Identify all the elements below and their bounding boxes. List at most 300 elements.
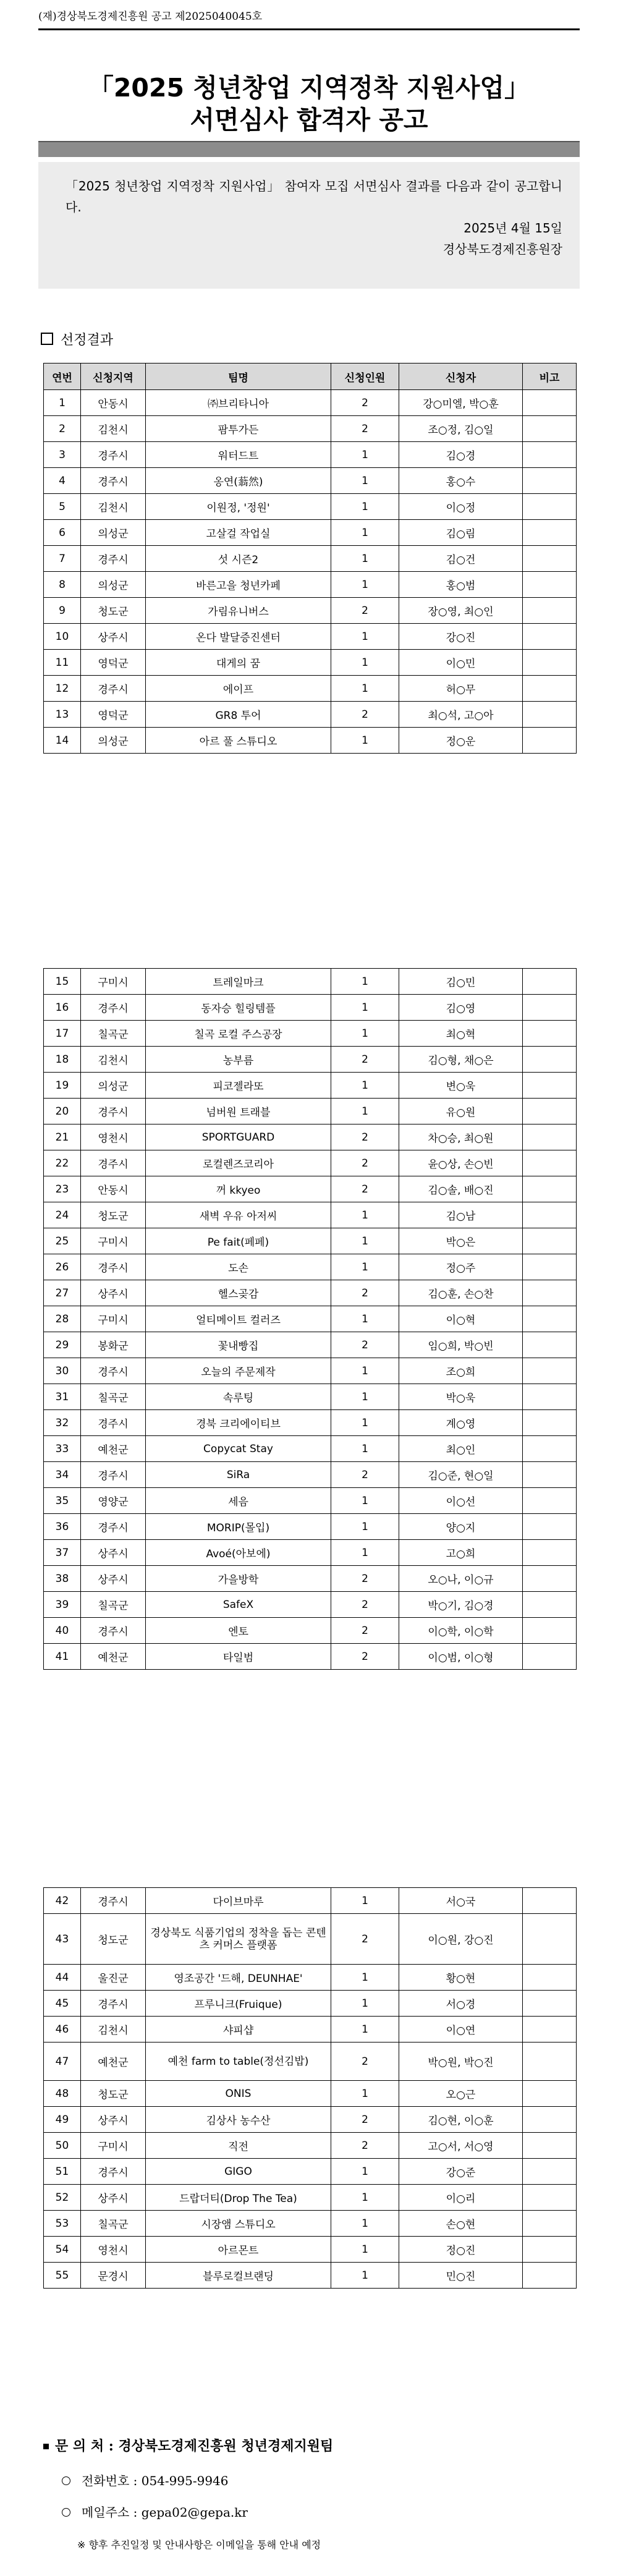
table-row [44, 2107, 577, 2133]
table-row [44, 969, 577, 995]
table-row [44, 1099, 577, 1124]
table-row [44, 2185, 577, 2211]
table-row [44, 1436, 577, 1462]
table-row [44, 1280, 577, 1306]
header-remarks: 비고 [523, 363, 577, 390]
row-number-cell: 12 [44, 676, 81, 702]
row-number-cell: 4 [44, 468, 81, 494]
table-row [44, 1176, 577, 1202]
remarks-cell [523, 416, 577, 442]
team-name-cell: 영조공간 '드해, DEUNHAE' [146, 1965, 331, 1991]
region-cell: 구미시 [81, 1228, 146, 1254]
applicants-cell: 이○민 [399, 650, 523, 676]
headcount-cell: 1 [331, 1306, 399, 1332]
headcount-cell: 1 [331, 728, 399, 754]
remarks-cell [523, 1991, 577, 2017]
row-number-cell: 31 [44, 1384, 81, 1410]
headcount-cell: 1 [331, 1514, 399, 1540]
applicants-cell: 김○남 [399, 1202, 523, 1228]
applicants-cell: 변○욱 [399, 1073, 523, 1099]
row-number-cell: 22 [44, 1150, 81, 1176]
table-row [44, 1073, 577, 1099]
page-title-line2: 서면심사 합격자 공고 [190, 105, 428, 135]
team-name-cell: 이원정, '정원' [146, 494, 331, 520]
contact-phone-line [62, 2471, 229, 2489]
headcount-cell: 1 [331, 2081, 399, 2107]
table-row [44, 650, 577, 676]
row-number-cell: 5 [44, 494, 81, 520]
remarks-cell [523, 2211, 577, 2237]
headcount-cell: 2 [331, 2107, 399, 2133]
applicants-cell: 고○희 [399, 1540, 523, 1566]
headcount-cell: 2 [331, 1462, 399, 1488]
headcount-cell: 1 [331, 2211, 399, 2237]
row-number-cell: 15 [44, 969, 81, 995]
table-row [44, 2043, 577, 2081]
row-number-cell: 21 [44, 1124, 81, 1150]
applicants-cell: 허○무 [399, 676, 523, 702]
region-cell: 칠곡군 [81, 1592, 146, 1618]
headcount-cell: 1 [331, 1202, 399, 1228]
region-cell: 예천군 [81, 2043, 146, 2081]
title-underline-bar [38, 141, 580, 157]
region-cell: 상주시 [81, 2185, 146, 2211]
team-name-cell: 바른고을 청년카페 [146, 572, 331, 598]
team-name-cell: 드랍더티(Drop The Tea) [146, 2185, 331, 2211]
row-number-cell: 32 [44, 1410, 81, 1436]
team-name-cell: Pe fait(페페) [146, 1228, 331, 1254]
team-name-cell: 칠곡 로컬 주스공장 [146, 1021, 331, 1047]
team-name-cell: 김상사 농수산 [146, 2107, 331, 2133]
header-region: 신청지역 [81, 363, 146, 390]
remarks-cell [523, 442, 577, 468]
applicants-cell: 장○영, 최○인 [399, 598, 523, 624]
headcount-cell: 2 [331, 1566, 399, 1592]
region-cell: 김천시 [81, 416, 146, 442]
table-row [44, 2159, 577, 2185]
remarks-cell [523, 1540, 577, 1566]
remarks-cell [523, 1462, 577, 1488]
team-name-cell: 가을방학 [146, 1566, 331, 1592]
region-cell: 영양군 [81, 1488, 146, 1514]
header-headcount: 신청인원 [331, 363, 399, 390]
headcount-cell: 1 [331, 2159, 399, 2185]
row-number-cell: 25 [44, 1228, 81, 1254]
table-row [44, 2263, 577, 2289]
row-number-cell: 24 [44, 1202, 81, 1228]
applicants-cell: 윤○상, 손○빈 [399, 1150, 523, 1176]
remarks-cell [523, 1566, 577, 1592]
headcount-cell: 2 [331, 1644, 399, 1670]
headcount-cell: 1 [331, 624, 399, 650]
row-number-cell: 20 [44, 1099, 81, 1124]
headcount-cell: 1 [331, 969, 399, 995]
table-row [44, 702, 577, 728]
row-number-cell: 8 [44, 572, 81, 598]
remarks-cell [523, 390, 577, 416]
results-table-part3 [43, 1887, 577, 2289]
team-name-cell: 트레일마크 [146, 969, 331, 995]
remarks-cell [523, 598, 577, 624]
remarks-cell [523, 1514, 577, 1540]
table-row [44, 520, 577, 546]
team-name-cell: 경북 크리에이티브 [146, 1410, 331, 1436]
remarks-cell [523, 1099, 577, 1124]
team-name-cell: 헬스곶감 [146, 1280, 331, 1306]
table-row [44, 468, 577, 494]
applicants-cell: 민○진 [399, 2263, 523, 2289]
region-cell: 경주시 [81, 546, 146, 572]
table-row [44, 1228, 577, 1254]
bullet-square-icon [43, 2444, 49, 2449]
row-number-cell: 9 [44, 598, 81, 624]
bullet-circle-icon [62, 2508, 70, 2517]
row-number-cell: 17 [44, 1021, 81, 1047]
section-title: 선정결과 [61, 333, 114, 348]
applicants-cell: 김○건 [399, 546, 523, 572]
region-cell: 칠곡군 [81, 1021, 146, 1047]
remarks-cell [523, 572, 577, 598]
remarks-cell [523, 1914, 577, 1965]
team-name-cell: 아르 풀 스튜디오 [146, 728, 331, 754]
remarks-cell [523, 1124, 577, 1150]
team-name-cell: 엔토 [146, 1618, 331, 1644]
applicants-cell: 차○승, 최○원 [399, 1124, 523, 1150]
region-cell: 봉화군 [81, 1332, 146, 1358]
remarks-cell [523, 1410, 577, 1436]
row-number-cell: 48 [44, 2081, 81, 2107]
applicants-cell: 최○인 [399, 1436, 523, 1462]
row-number-cell: 1 [44, 390, 81, 416]
row-number-cell: 30 [44, 1358, 81, 1384]
row-number-cell: 18 [44, 1047, 81, 1073]
region-cell: 경주시 [81, 1254, 146, 1280]
region-cell: 상주시 [81, 2107, 146, 2133]
team-name-cell: 피코젤라또 [146, 1073, 331, 1099]
row-number-cell: 53 [44, 2211, 81, 2237]
applicants-cell: 박○은 [399, 1228, 523, 1254]
remarks-cell [523, 546, 577, 572]
table-row [44, 2211, 577, 2237]
header-applicants: 신청자 [399, 363, 523, 390]
row-number-cell: 40 [44, 1618, 81, 1644]
applicants-cell: 강○미엘, 박○훈 [399, 390, 523, 416]
remarks-cell [523, 1280, 577, 1306]
team-name-cell: Avoé(아보에) [146, 1540, 331, 1566]
region-cell: 영덕군 [81, 702, 146, 728]
remarks-cell [523, 468, 577, 494]
table-row [44, 2237, 577, 2263]
table-row [44, 1462, 577, 1488]
table-row [44, 442, 577, 468]
team-name-cell: 에이프 [146, 676, 331, 702]
headcount-cell: 2 [331, 416, 399, 442]
region-cell: 경주시 [81, 1150, 146, 1176]
headcount-cell: 1 [331, 1965, 399, 1991]
region-cell: 예천군 [81, 1644, 146, 1670]
region-cell: 상주시 [81, 1540, 146, 1566]
region-cell: 상주시 [81, 1566, 146, 1592]
row-number-cell: 6 [44, 520, 81, 546]
applicants-cell: 계○영 [399, 1410, 523, 1436]
headcount-cell: 1 [331, 1888, 399, 1914]
region-cell: 울진군 [81, 1965, 146, 1991]
table-row [44, 1047, 577, 1073]
headcount-cell: 2 [331, 1592, 399, 1618]
row-number-cell: 29 [44, 1332, 81, 1358]
headcount-cell: 1 [331, 1254, 399, 1280]
headcount-cell: 2 [331, 2043, 399, 2081]
row-number-cell: 7 [44, 546, 81, 572]
table-row [44, 1150, 577, 1176]
team-name-cell: 아르몬트 [146, 2237, 331, 2263]
applicants-cell: 이○정 [399, 494, 523, 520]
remarks-cell [523, 676, 577, 702]
notice-body: 「2025 청년창업 지역정착 지원사업」 참여자 모집 서면심사 결과를 다음과 같이 공고합니다. [66, 179, 562, 215]
applicants-cell: 이○원, 강○진 [399, 1914, 523, 1965]
row-number-cell: 23 [44, 1176, 81, 1202]
applicants-cell: 손○현 [399, 2211, 523, 2237]
row-number-cell: 50 [44, 2133, 81, 2159]
team-name-cell: 고살걸 작업실 [146, 520, 331, 546]
applicants-cell: 이○선 [399, 1488, 523, 1514]
applicants-cell: 김○민 [399, 969, 523, 995]
remarks-cell [523, 1436, 577, 1462]
remarks-cell [523, 1965, 577, 1991]
headcount-cell: 1 [331, 1073, 399, 1099]
region-cell: 의성군 [81, 520, 146, 546]
applicants-cell: 서○국 [399, 1888, 523, 1914]
region-cell: 경주시 [81, 1888, 146, 1914]
notice-issuer: 경상북도경제진흥원장 [442, 242, 562, 257]
applicants-cell: 조○정, 김○일 [399, 416, 523, 442]
row-number-cell: 11 [44, 650, 81, 676]
team-name-cell: 농부름 [146, 1047, 331, 1073]
remarks-cell [523, 624, 577, 650]
team-name-cell: 타일범 [146, 1644, 331, 1670]
results-table-part1 [43, 363, 577, 754]
team-name-cell: 다이브마루 [146, 1888, 331, 1914]
table-row [44, 1254, 577, 1280]
team-name-cell: 넘버원 트래블 [146, 1099, 331, 1124]
team-name-cell: 가림유니버스 [146, 598, 331, 624]
team-name-cell: 꽃내빵집 [146, 1332, 331, 1358]
remarks-cell [523, 1488, 577, 1514]
row-number-cell: 16 [44, 995, 81, 1021]
applicants-cell: 정○진 [399, 2237, 523, 2263]
applicants-cell: 김○림 [399, 520, 523, 546]
row-number-cell: 55 [44, 2263, 81, 2289]
headcount-cell: 2 [331, 598, 399, 624]
headcount-cell: 2 [331, 390, 399, 416]
page-title-line1: 「2025 청년창업 지역정착 지원사업」 [88, 73, 530, 103]
contact-label: 문 의 처 : 경상북도경제진흥원 청년경제지원팀 [55, 2438, 334, 2454]
remarks-cell [523, 1384, 577, 1410]
table-row [44, 2133, 577, 2159]
contact-phone: 전화번호 : 054-995-9946 [82, 2473, 229, 2488]
headcount-cell: 1 [331, 650, 399, 676]
team-name-cell: SafeX [146, 1592, 331, 1618]
headcount-cell: 1 [331, 1099, 399, 1124]
applicants-cell: 오○근 [399, 2081, 523, 2107]
team-name-cell: 대게의 꿈 [146, 650, 331, 676]
team-name-cell: 프루니크(Fruique) [146, 1991, 331, 2017]
remarks-cell [523, 969, 577, 995]
remarks-cell [523, 1618, 577, 1644]
team-name-cell: 직전 [146, 2133, 331, 2159]
remarks-cell [523, 1254, 577, 1280]
headcount-cell: 1 [331, 1540, 399, 1566]
remarks-cell [523, 1592, 577, 1618]
table-row [44, 1410, 577, 1436]
remarks-cell [523, 995, 577, 1021]
bullet-circle-icon [62, 2476, 70, 2485]
applicants-cell: 박○기, 김○경 [399, 1592, 523, 1618]
remarks-cell [523, 2237, 577, 2263]
remarks-cell [523, 1332, 577, 1358]
headcount-cell: 1 [331, 2185, 399, 2211]
table-row [44, 1618, 577, 1644]
row-number-cell: 2 [44, 416, 81, 442]
row-number-cell: 47 [44, 2043, 81, 2081]
region-cell: 경주시 [81, 1514, 146, 1540]
remarks-cell [523, 2133, 577, 2159]
remarks-cell [523, 1150, 577, 1176]
region-cell: 구미시 [81, 969, 146, 995]
checkbox-square-icon [41, 333, 53, 345]
applicants-cell: 김○경 [399, 442, 523, 468]
header-row-number: 연번 [44, 363, 81, 390]
headcount-cell: 1 [331, 494, 399, 520]
region-cell: 경주시 [81, 468, 146, 494]
remarks-cell [523, 702, 577, 728]
team-name-cell: 오늘의 주문제작 [146, 1358, 331, 1384]
headcount-cell: 1 [331, 1488, 399, 1514]
team-name-cell: 샤피샵 [146, 2017, 331, 2043]
remarks-cell [523, 2043, 577, 2081]
team-name-cell: 세음 [146, 1488, 331, 1514]
team-name-cell: SiRa [146, 1462, 331, 1488]
remarks-cell [523, 1021, 577, 1047]
row-number-cell: 35 [44, 1488, 81, 1514]
region-cell: 의성군 [81, 728, 146, 754]
region-cell: 구미시 [81, 2133, 146, 2159]
applicants-cell: 양○지 [399, 1514, 523, 1540]
table-row [44, 1914, 577, 1965]
team-name-cell: 얼티메이트 컬러즈 [146, 1306, 331, 1332]
region-cell: 경주시 [81, 1410, 146, 1436]
team-name-cell: 예천 farm to table(정선김밥) [146, 2043, 331, 2081]
region-cell: 안동시 [81, 1176, 146, 1202]
headcount-cell: 2 [331, 1280, 399, 1306]
remarks-cell [523, 2081, 577, 2107]
remarks-cell [523, 1306, 577, 1332]
row-number-cell: 36 [44, 1514, 81, 1540]
team-name-cell: SPORTGUARD [146, 1124, 331, 1150]
row-number-cell: 54 [44, 2237, 81, 2263]
region-cell: 청도군 [81, 1914, 146, 1965]
table-header-row [44, 363, 577, 390]
table-row [44, 1124, 577, 1150]
table-row [44, 1306, 577, 1332]
region-cell: 문경시 [81, 2263, 146, 2289]
region-cell: 경주시 [81, 676, 146, 702]
team-name-cell: ㈜브리타니아 [146, 390, 331, 416]
team-name-cell: 경상북도 식품기업의 정착을 돕는 콘텐츠 커머스 플랫폼 [146, 1914, 331, 1965]
region-cell: 영덕군 [81, 650, 146, 676]
region-cell: 칠곡군 [81, 1384, 146, 1410]
region-cell: 상주시 [81, 624, 146, 650]
team-name-cell: 동자승 힐링템플 [146, 995, 331, 1021]
region-cell: 김천시 [81, 1047, 146, 1073]
headcount-cell: 1 [331, 2237, 399, 2263]
applicants-cell: 이○학, 이○학 [399, 1618, 523, 1644]
row-number-cell: 14 [44, 728, 81, 754]
table-row [44, 728, 577, 754]
row-number-cell: 19 [44, 1073, 81, 1099]
region-cell: 경주시 [81, 1099, 146, 1124]
headcount-cell: 1 [331, 546, 399, 572]
section-heading [41, 329, 113, 349]
results-table-part2 [43, 968, 577, 1670]
headcount-cell: 2 [331, 1618, 399, 1644]
row-number-cell: 39 [44, 1592, 81, 1618]
row-number-cell: 34 [44, 1462, 81, 1488]
table-row [44, 1358, 577, 1384]
applicants-cell: 김○현, 이○훈 [399, 2107, 523, 2133]
remarks-cell [523, 1228, 577, 1254]
table-row [44, 1991, 577, 2017]
team-name-cell: MORIP(몰입) [146, 1514, 331, 1540]
headcount-cell: 1 [331, 1228, 399, 1254]
document-number: (재)경상북도경제진흥원 공고 제2025040045호 [38, 11, 263, 23]
headcount-cell: 1 [331, 2263, 399, 2289]
headcount-cell: 2 [331, 1150, 399, 1176]
applicants-cell: 홍○수 [399, 468, 523, 494]
remarks-cell [523, 2159, 577, 2185]
applicants-cell: 박○욱 [399, 1384, 523, 1410]
notice-box [38, 162, 580, 289]
remarks-cell [523, 1644, 577, 1670]
region-cell: 영천시 [81, 2237, 146, 2263]
headcount-cell: 1 [331, 1991, 399, 2017]
table-row [44, 1021, 577, 1047]
team-name-cell: 새벽 우유 아저씨 [146, 1202, 331, 1228]
region-cell: 칠곡군 [81, 2211, 146, 2237]
applicants-cell: 김○준, 현○일 [399, 1462, 523, 1488]
table-row [44, 1514, 577, 1540]
row-number-cell: 28 [44, 1306, 81, 1332]
applicants-cell: 이○범, 이○형 [399, 1644, 523, 1670]
team-name-cell: 속루팅 [146, 1384, 331, 1410]
applicants-cell: 정○운 [399, 728, 523, 754]
table-row [44, 416, 577, 442]
row-number-cell: 52 [44, 2185, 81, 2211]
header-team-name: 팀명 [146, 363, 331, 390]
applicants-cell: 이○연 [399, 2017, 523, 2043]
headcount-cell: 1 [331, 2017, 399, 2043]
footnote: ※ 향후 추진일정 및 안내사항은 이메일을 통해 안내 예정 [77, 2539, 321, 2551]
region-cell: 안동시 [81, 390, 146, 416]
applicants-cell: 이○리 [399, 2185, 523, 2211]
headcount-cell: 1 [331, 520, 399, 546]
applicants-cell: 정○주 [399, 1254, 523, 1280]
applicants-cell: 최○석, 고○아 [399, 702, 523, 728]
remarks-cell [523, 520, 577, 546]
team-name-cell: 옹연(蓊然) [146, 468, 331, 494]
applicants-cell: 강○진 [399, 624, 523, 650]
applicants-cell: 김○영 [399, 995, 523, 1021]
